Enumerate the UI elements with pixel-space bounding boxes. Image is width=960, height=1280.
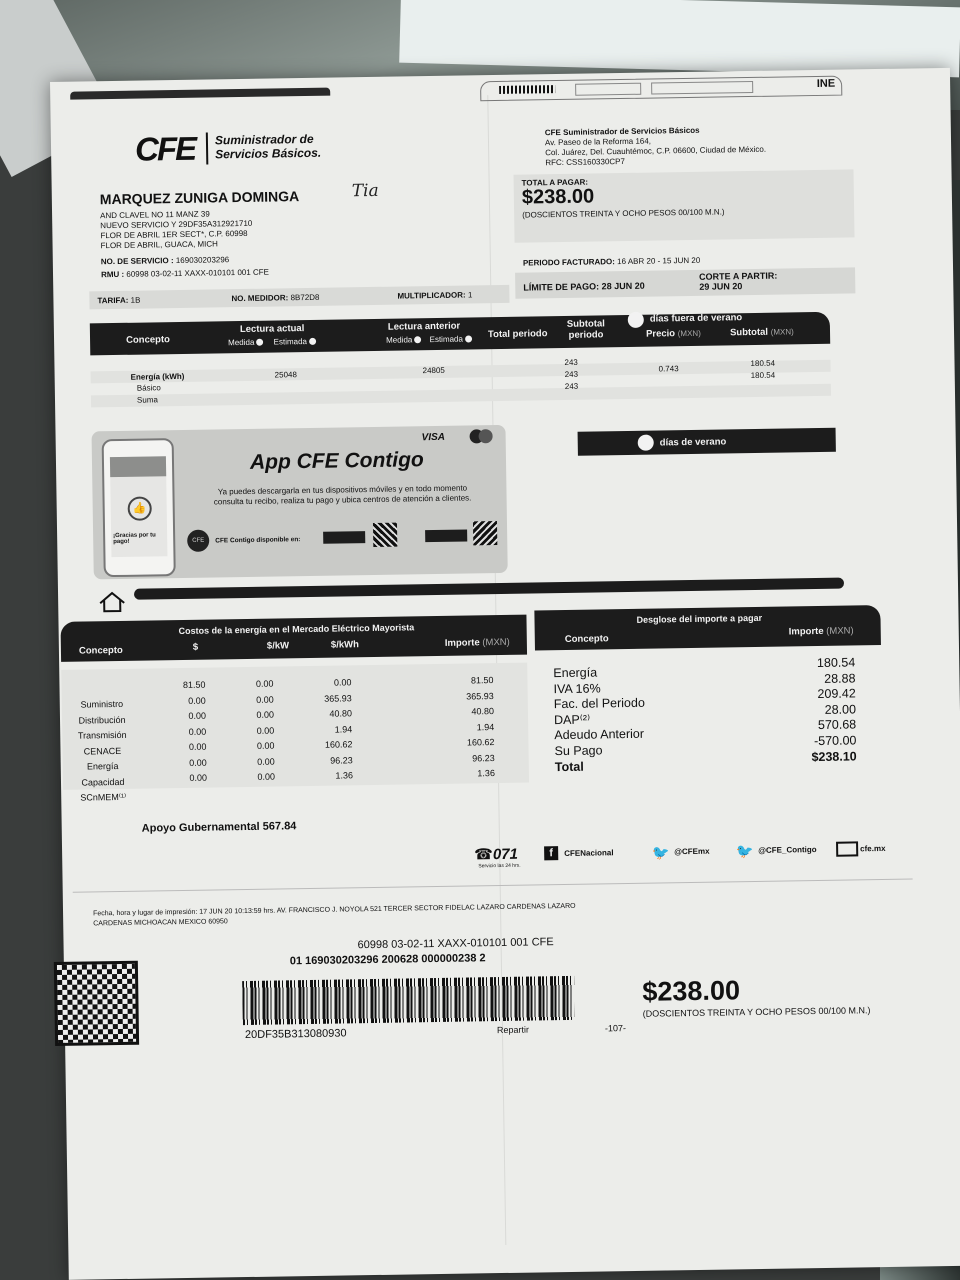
costs-col-importe-values <box>443 673 495 782</box>
desglose-label: IVA 16% <box>553 681 601 696</box>
phone-contact[interactable] <box>474 845 518 864</box>
service-label: NO. DE SERVICIO : <box>100 256 174 267</box>
cfe-bill <box>50 68 960 1280</box>
estimada-label: Estimada <box>273 336 308 347</box>
cost-value: 40.80 <box>329 708 353 719</box>
phone-app-header <box>110 456 166 477</box>
customer-name: MARQUEZ ZUNIGA DOMINGA <box>99 188 300 208</box>
cost-value: 0.00 <box>256 725 275 736</box>
desglose-value-total: $238.10 <box>811 748 857 764</box>
costs-header <box>60 615 527 662</box>
twitter-icon: 🐦 <box>736 843 754 860</box>
limite-label: LÍMITE DE PAGO: <box>523 281 600 293</box>
radio-icon <box>256 339 263 346</box>
row-subtotal-periodo: 243 <box>564 357 578 367</box>
subtotal-periodo-line: periodo <box>568 329 604 341</box>
supplier-line: Col. Juárez, Del. Cuauhtémoc, C.P. 06600, Ciudad de México. <box>545 144 767 158</box>
desglose-label: Fac. del Periodo <box>553 695 645 712</box>
col-concepto: Concepto <box>125 334 170 346</box>
phone-illustration <box>102 438 176 577</box>
rmu <box>101 268 269 281</box>
promo-title: App CFE Contigo <box>249 448 424 474</box>
qr-code <box>54 961 139 1046</box>
fuera-verano-label: días fuera de verano <box>649 312 743 325</box>
cost-value: 365.93 <box>466 690 494 702</box>
desglose-col-concepto: Concepto <box>564 633 609 645</box>
col-lectura-actual: Lectura actual <box>239 323 305 336</box>
qr-small-icon <box>473 521 497 545</box>
dias-verano-bar <box>578 428 836 456</box>
mxn-label: (MXN) <box>482 636 510 649</box>
row-suma-label: Suma <box>136 395 158 405</box>
thumbs-up-icon: 👍 <box>128 496 152 520</box>
cost-value: 1.94 <box>334 723 353 735</box>
cost-value: 0.00 <box>257 771 276 782</box>
costs-col-importe <box>445 637 510 649</box>
cost-value: 0.00 <box>188 710 207 721</box>
cost-label: Suministro <box>80 698 124 710</box>
cost-value: 1.36 <box>477 768 495 779</box>
desglose-label: Adeudo Anterior <box>554 727 645 743</box>
desglose-value: -570.00 <box>813 733 857 749</box>
corte-label: CORTE A PARTIR: <box>699 270 778 282</box>
bottom-total-words: (DOSCIENTOS TREINTA Y OCHO PESOS 00/100 M.N.) <box>642 1005 871 1019</box>
desglose-col-importe <box>789 625 854 637</box>
customer-address <box>100 209 253 251</box>
cost-label: Energía <box>86 761 119 772</box>
brand-line: Servicios Básicos. <box>215 145 322 162</box>
cost-label: Distribución <box>78 714 126 726</box>
brand-line: Suministrador de <box>214 131 314 148</box>
twitter-handle[interactable]: @CFE_Contigo <box>758 845 817 855</box>
dias-verano-label: días de verano <box>659 436 727 449</box>
total-words: (DOSCIENTOS TREINTA Y OCHO PESOS 00/100 M.N.) <box>522 207 725 220</box>
repartir-label: Repartir <box>496 1024 530 1036</box>
cost-value: 81.50 <box>470 675 494 686</box>
costs-col-skwh-values <box>309 675 353 784</box>
phone-number: 071 <box>492 845 519 864</box>
mxn-label: (MXN) <box>677 328 701 339</box>
importe-label: Importe <box>788 625 824 638</box>
promo-text <box>192 483 492 508</box>
medida-label: Medida <box>386 335 413 345</box>
promo-available: CFE Contigo disponible en: <box>215 536 301 545</box>
mastercard-icon <box>470 429 494 443</box>
desglose-value: 28.88 <box>824 671 856 686</box>
supplier-line: CFE Suministrador de Servicios Básicos <box>544 125 700 138</box>
costs-title: Costos de la energía en el Mercado Eléctrico Mayorista <box>178 622 415 637</box>
medida-label: Medida <box>228 337 255 348</box>
social-row <box>474 839 886 871</box>
ine-label: INE <box>816 77 836 90</box>
barcode-line2: 01 169030203296 200628 000000238 2 <box>289 952 486 968</box>
verano-toggle-icon <box>628 312 644 328</box>
col-lectura-anterior: Lectura anterior <box>387 320 461 333</box>
mini-barcode <box>499 85 555 94</box>
play-store-badge[interactable] <box>425 530 467 543</box>
cost-value: 365.93 <box>324 692 352 704</box>
qr-small-icon <box>373 523 397 547</box>
logo-text: CFE <box>134 129 196 168</box>
cost-value: 0.00 <box>333 677 352 688</box>
lectura-anterior-flags <box>386 334 472 345</box>
col-total-periodo: Total periodo <box>487 328 548 341</box>
cost-value: 40.80 <box>471 706 495 717</box>
lectura-actual-flags <box>228 337 316 348</box>
costs-col-s: $ <box>192 641 199 653</box>
limite-value: 28 JUN 20 <box>601 280 645 292</box>
row-band <box>91 381 831 408</box>
tarifa-value: 1B <box>130 295 141 305</box>
cost-label: CENACE <box>83 745 122 757</box>
cost-value: 96.23 <box>472 752 495 763</box>
top-strip-left <box>70 88 330 100</box>
mxn-label: (MXN) <box>770 327 794 337</box>
desglose-value: 28.00 <box>824 702 857 717</box>
cost-value: 1.36 <box>335 770 354 781</box>
row-subtotal-periodo: 243 <box>564 381 579 391</box>
service-number <box>101 255 230 267</box>
facebook-handle[interactable]: CFENacional <box>564 848 614 859</box>
cost-label: SCnMEM⁽¹⁾ <box>80 791 127 803</box>
address-line: NUEVO SERVICIO Y 29DF35A312921710 <box>100 218 253 231</box>
cost-label: Transmisión <box>77 729 127 741</box>
cost-value: 96.23 <box>330 754 353 766</box>
promo-line: consulta tu recibo, realiza tu pago y ubica centros de atención a clientes. <box>213 493 472 507</box>
corte <box>699 271 777 292</box>
costs-col-skw: $/kW <box>266 640 290 652</box>
cfe-logo <box>135 130 196 169</box>
total-label: TOTAL A PAGAR: <box>521 177 589 188</box>
medidor-value: 8B72D8 <box>290 292 320 303</box>
cost-value: 0.00 <box>255 678 274 689</box>
rmu-label: RMU : <box>100 269 125 280</box>
desglose-title: Desglose del importe a pagar <box>636 612 763 625</box>
phone-caption: ¡Gracias por tu pago! <box>113 532 156 546</box>
handwritten-note: Tia <box>351 180 379 202</box>
tarifa <box>97 296 140 307</box>
radio-icon <box>465 336 472 343</box>
visa-logo: VISA <box>421 431 446 444</box>
laptop-icon <box>836 841 858 856</box>
periodo-facturado <box>523 256 701 269</box>
total-value: $238.00 <box>521 185 595 209</box>
cost-value: 160.62 <box>324 739 353 750</box>
website-link[interactable]: cfe.mx <box>860 843 886 854</box>
desglose-value: 180.54 <box>816 655 856 671</box>
subtotal-periodo-line: Subtotal <box>566 318 605 330</box>
col-subtotal-periodo <box>566 318 606 341</box>
supplier-line: Av. Paseo de la Reforma 164, <box>544 136 652 148</box>
cost-value: 0.00 <box>189 757 207 768</box>
costs-col-concepto: Concepto <box>78 644 123 657</box>
cost-value: 0.00 <box>256 740 275 751</box>
cost-value: 0.00 <box>189 772 208 783</box>
bottom-total-value: $238.00 <box>642 975 741 1007</box>
estimada-label: Estimada <box>429 334 464 345</box>
row-subtotal-periodo: 243 <box>564 369 579 379</box>
promo-line: Ya puedes descargarla en tus dispositivos móviles y en todo momento <box>217 483 468 497</box>
address-line: FLOR DE ABRIL 1ER SECT*, C.P. 60998 <box>100 228 248 241</box>
top-strip-right <box>480 76 842 102</box>
corte-value: 29 JUN 20 <box>699 281 743 292</box>
section-divider <box>134 578 844 600</box>
costs-col-s-values <box>163 678 207 787</box>
col-precio <box>646 328 701 340</box>
cost-value: 160.62 <box>466 737 495 748</box>
facebook-icon: f <box>544 846 558 860</box>
address-line: FLOR DE ABRIL, GUACA, MICH <box>100 239 218 251</box>
service-value: 169030203296 <box>175 255 230 266</box>
twitter-icon: 🐦 <box>652 844 670 861</box>
row-anterior: 24805 <box>422 365 445 376</box>
app-store-badge[interactable] <box>323 531 365 544</box>
stamp-box <box>575 83 641 96</box>
desglose-value: 570.68 <box>817 717 857 733</box>
periodo-label: PERIODO FACTURADO: <box>522 257 615 268</box>
costs-col-skw-values <box>231 677 275 786</box>
medidor <box>231 293 319 304</box>
verano-toggle-icon <box>638 435 654 451</box>
row-band <box>91 357 831 384</box>
rmu-value: 60998 03-02-11 XAXX-010101 001 CFE <box>126 267 270 279</box>
multiplicador-label: MULTIPLICADOR: <box>397 290 466 301</box>
cost-value: 0.00 <box>188 695 206 706</box>
cost-label: Capacidad <box>81 776 125 788</box>
consumption-header <box>90 312 830 356</box>
cost-value: 0.00 <box>257 756 275 767</box>
app-icon: CFE <box>187 530 209 552</box>
radio-icon <box>309 338 316 345</box>
row-actual: 25048 <box>274 370 297 380</box>
desglose-values <box>775 655 857 765</box>
stamp-box <box>651 81 753 95</box>
tarifa-label: TARIFA: <box>97 295 129 306</box>
costs-col-skwh: $/kWh <box>330 639 359 651</box>
supplier-info <box>545 125 766 168</box>
importe-label: Importe <box>444 637 480 649</box>
desglose-label-total: Total <box>554 759 584 774</box>
phone-sub: Servicio las 24 hrs. <box>478 862 521 870</box>
cost-value: 0.00 <box>256 709 275 720</box>
row-subtotal: 180.54 <box>750 358 776 369</box>
separator <box>73 879 913 893</box>
periodo-value: 16 ABR 20 - 15 JUN 20 <box>617 255 701 267</box>
twitter-handle[interactable]: @CFEmx <box>674 846 710 857</box>
address-line: AND CLAVEL NO 11 MANZ 39 <box>100 209 210 221</box>
row-subtotal: 180.54 <box>750 370 776 381</box>
desglose-header <box>534 605 881 650</box>
phone-icon: ☎ <box>474 846 494 864</box>
multiplicador <box>397 290 472 301</box>
mxn-label: (MXN) <box>826 625 854 637</box>
desglose-labels <box>553 665 646 776</box>
row-energia-label: Energía (kWh) <box>130 371 185 382</box>
desglose-label: DAP⁽²⁾ <box>553 712 591 727</box>
cost-value: 0.00 <box>256 694 274 705</box>
consumption-rows <box>91 357 832 412</box>
promo-banner <box>91 425 507 579</box>
desglose-value: 209.42 <box>817 686 856 702</box>
col-subtotal <box>730 326 794 338</box>
limite-pago <box>523 281 645 293</box>
print-info <box>93 902 576 930</box>
supplier-line: RFC: CSS160330CP7 <box>545 156 625 168</box>
barcode <box>242 976 575 1025</box>
phone-screen <box>110 456 168 557</box>
cost-value: 0.00 <box>188 741 207 752</box>
multiplicador-value: 1 <box>467 290 473 300</box>
medidor-label: NO. MEDIDOR: <box>231 293 289 304</box>
cost-value: 0.00 <box>188 726 207 737</box>
subtotal-label: Subtotal <box>729 326 769 339</box>
row-basico-label: Básico <box>136 383 161 393</box>
house-icon <box>98 591 126 611</box>
apoyo-gubernamental: Apoyo Gubernamental 567.84 <box>141 820 297 835</box>
logo-divider <box>206 133 209 165</box>
print-line: Fecha, hora y lugar de impresión: 17 JUN 20 10:13:59 hrs. AV. FRANCISCO J. NOYOLA 521 TERCER SECTOR FIDELAC LAZARO CARDENAS LAZARO <box>93 902 576 918</box>
row-precio: 0.743 <box>658 364 679 374</box>
radio-icon <box>414 337 421 344</box>
barcode-under: 20DF35B313080930 <box>244 1027 347 1042</box>
brand-name <box>215 132 321 162</box>
cost-value: 81.50 <box>182 679 206 690</box>
print-line: CARDENAS MICHOACAN MEXICO 60950 <box>93 918 228 928</box>
page-num: -107- <box>604 1023 627 1034</box>
desglose-label: Su Pago <box>554 743 603 759</box>
desglose-label: Energía <box>553 665 598 681</box>
cost-value: 1.94 <box>476 721 495 732</box>
costs-labels <box>74 697 132 806</box>
barcode-line1: 60998 03-02-11 XAXX-010101 001 CFE <box>357 936 554 952</box>
precio-label: Precio <box>645 328 676 340</box>
